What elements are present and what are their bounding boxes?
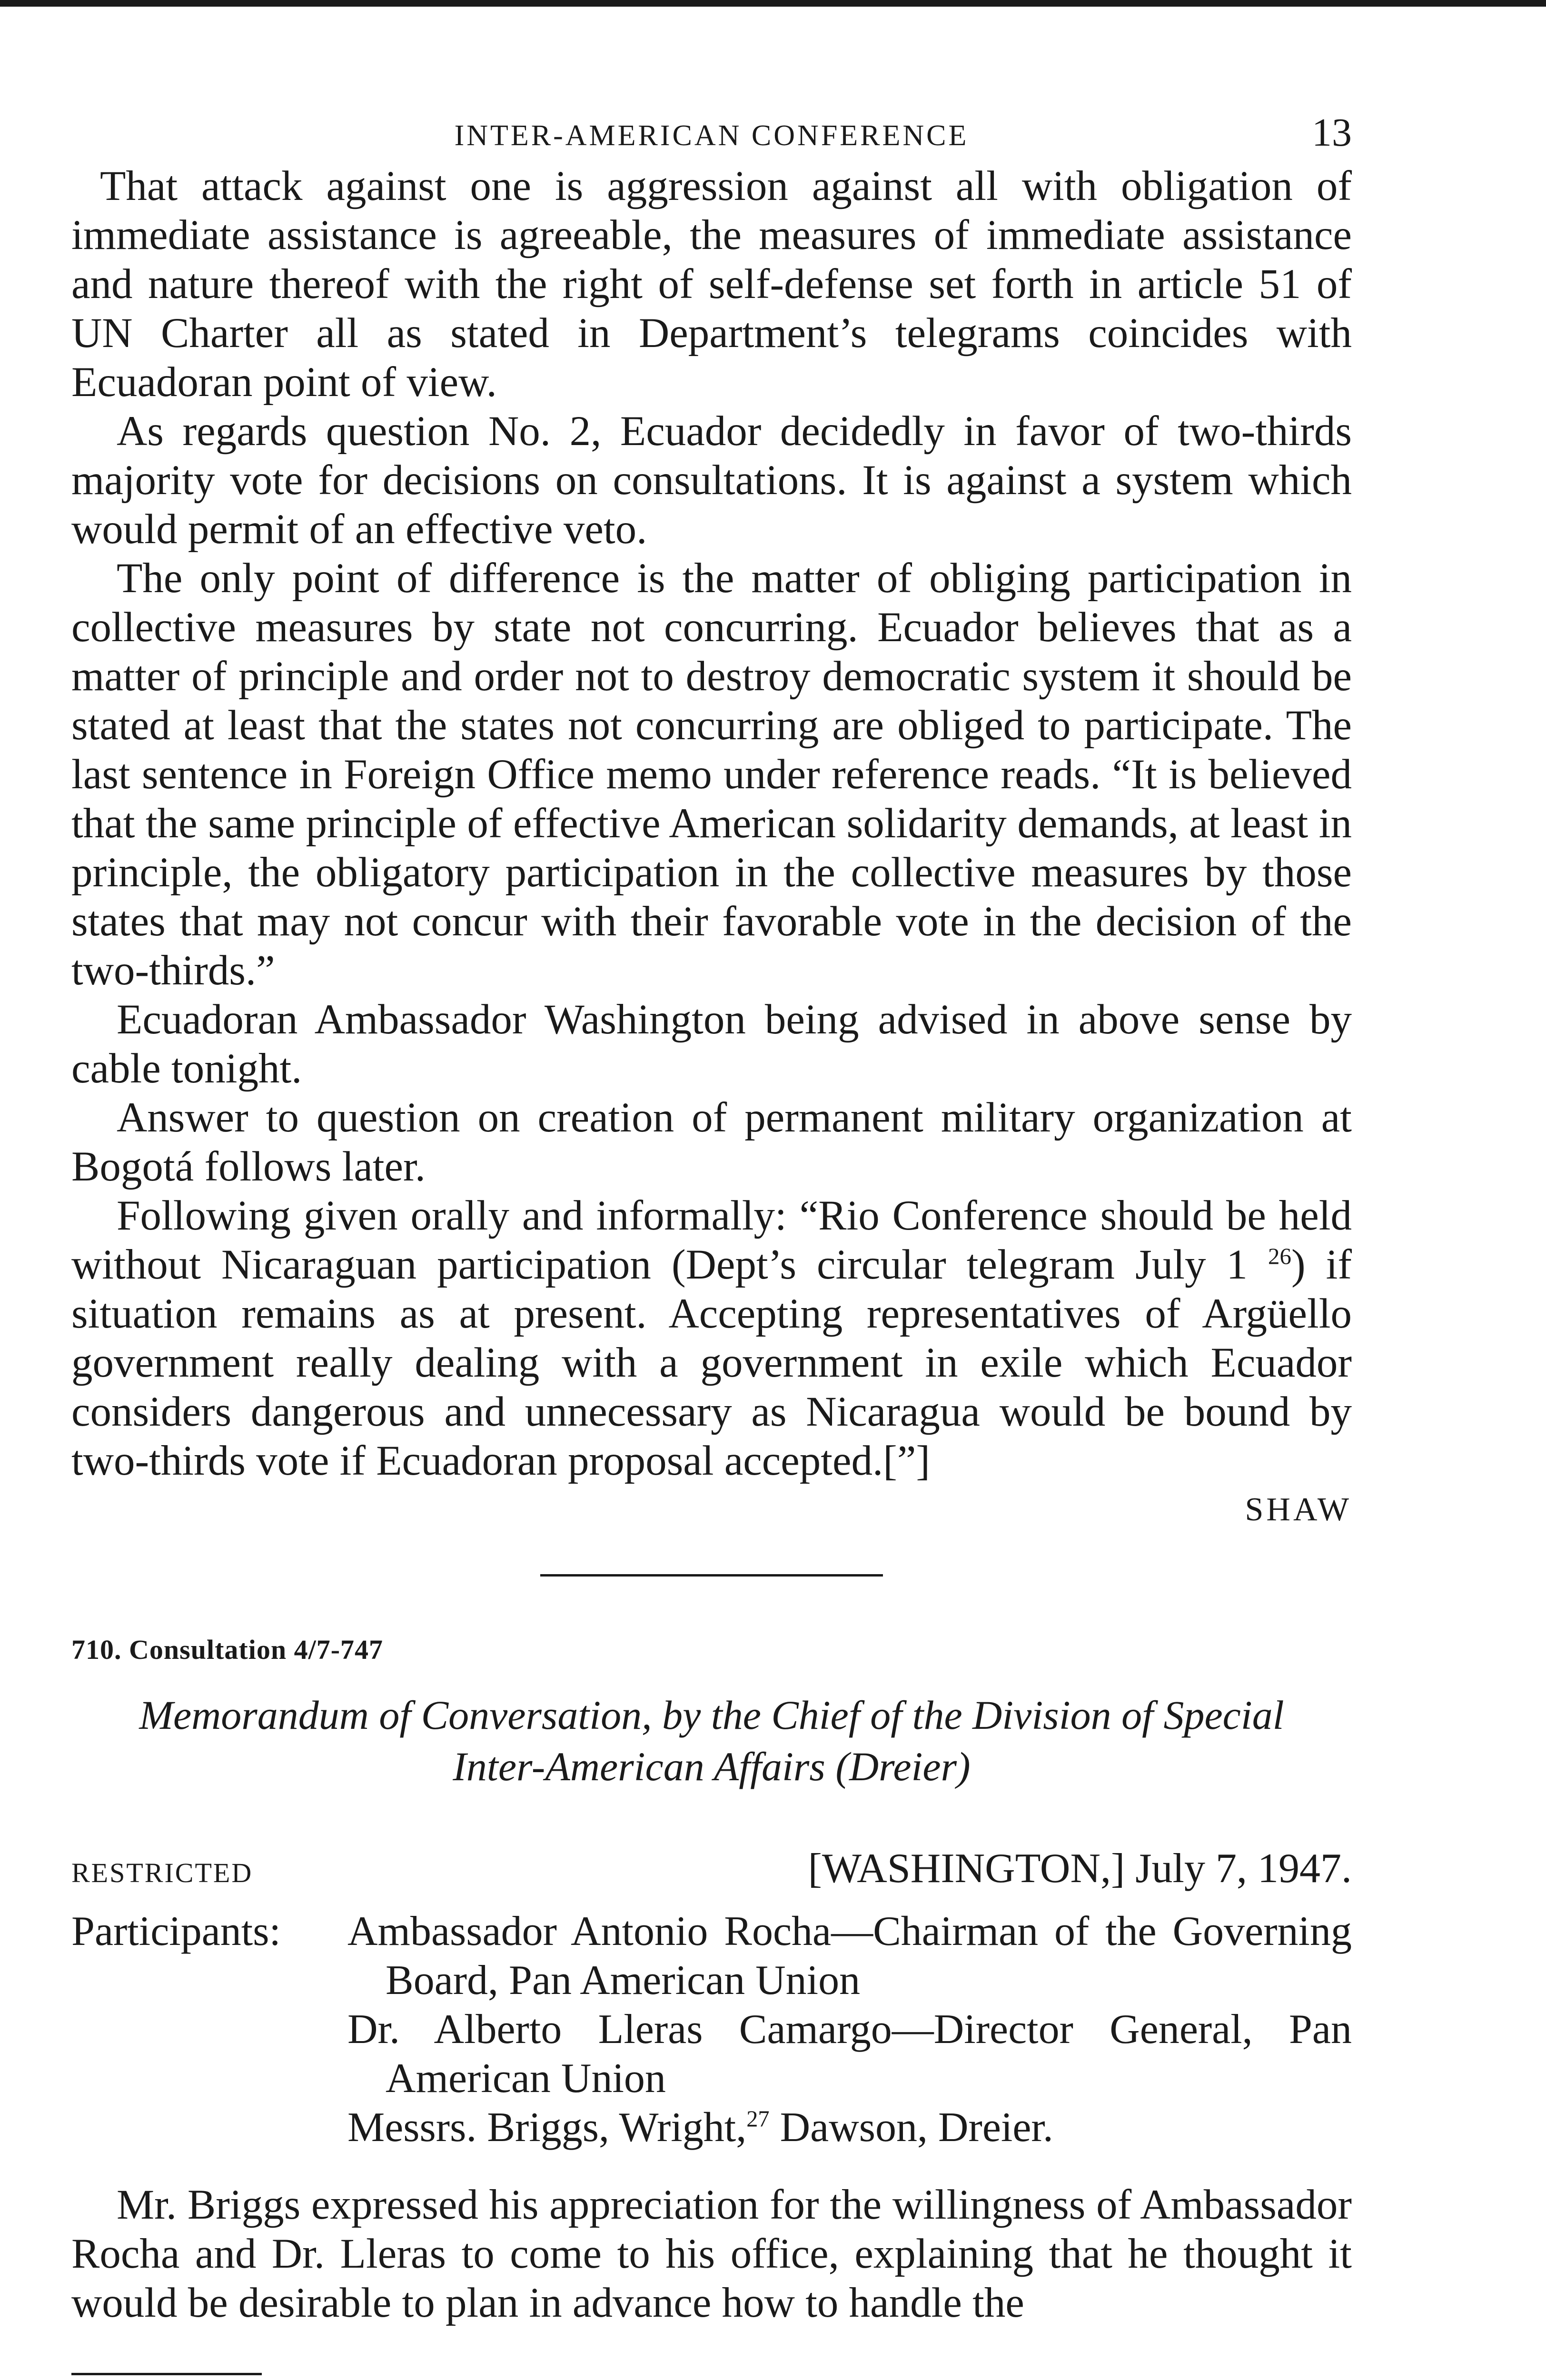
paragraph — [71, 1191, 1352, 1486]
dateline: [WASHINGTON,] July 7, 1947. — [808, 1845, 1352, 1892]
document-page — [71, 109, 1352, 2380]
participant-text: Messrs. Briggs, Wright, — [347, 2104, 747, 2151]
paragraph: Mr. Briggs expressed his appreciation for the willingness of Ambassador Rocha and Dr. Lleras to come to his office, explaining that he thought it would be desirable to plan in advance how to handle the — [71, 2182, 1352, 2326]
signature: SHAW — [1245, 1491, 1352, 1528]
paragraph: That attack against one is aggression against all with obligation of immediate assistance is agreeable, the measures of immediate assistance and nature thereof with the right of self-defense set forth in article 51 of UN Charter all as stated in Department’s telegrams coincides with Ecuadoran point of view. — [71, 163, 1352, 406]
participants-block — [71, 1907, 1352, 2152]
footnote-reference[interactable]: 27 — [746, 2106, 770, 2132]
section-divider — [540, 1574, 883, 1577]
document-title-line: Inter-American Affairs (Dreier) — [453, 1744, 971, 1789]
page-number: 13 — [1312, 110, 1352, 155]
paragraph-text: ) if situation remains as at present. Accepting representatives of Argüello government really dealing with a government in exile which Ecuador considers dangerous and unnecessary as Nicaragua would be bound by two-thirds vote if Ecuadoran proposal accepted.[”] — [71, 1241, 1352, 1484]
telegram-body — [71, 162, 1352, 1486]
page-top-border — [0, 0, 1546, 7]
document-title-line: Memorandum of Conversation, by the Chief of the Division of Special — [139, 1692, 1284, 1738]
footnote-divider — [71, 2373, 262, 2375]
classification-line — [71, 1844, 1352, 1893]
footnote-reference[interactable]: 26 — [1268, 1243, 1291, 1269]
memorandum-body — [71, 2181, 1352, 2328]
file-number: 710. Consultation 4/7-747 — [71, 1634, 384, 1665]
paragraph: Ecuadoran Ambassador Washington being advised in above sense by cable tonight. — [71, 996, 1352, 1092]
running-head — [71, 109, 1352, 162]
participant-entry: Ambassador Antonio Rocha—Chairman of the Governing Board, Pan American Union — [347, 1908, 1352, 2003]
paragraph: The only point of difference is the matter of obliging participation in collective measures by state not concurring. Ecuador believes that as a matter of principle and order not to destroy democratic system it should be stated at least that the states not concurring are obliged to participate. The last sentence in Foreign Office memo under reference reads. “It is believed that the same principle of effective American solidarity demands, at least in principle, the obligatory participation in the collective measures by those states that may not concur with their favorable vote in the decision of the two-thirds.” — [71, 555, 1352, 994]
participant-entry: Dr. Alberto Lleras Camargo—Director General, Pan American Union — [347, 2006, 1352, 2102]
participant-text: Dawson, Dreier. — [769, 2104, 1053, 2151]
participant-entry — [347, 2103, 1352, 2152]
paragraph: As regards question No. 2, Ecuador decidedly in favor of two-thirds majority vote for decisions on consultations. It is against a system which would permit of an effective veto. — [71, 408, 1352, 553]
paragraph-text: Following given orally and informally: “Rio Conference should be held without Nicaraguan participation (Dept’s circular telegram July 1 — [71, 1192, 1352, 1288]
running-title: INTER-AMERICAN CONFERENCE — [454, 119, 969, 152]
paragraph: Answer to question on creation of permanent military organization at Bogotá follows later. — [71, 1094, 1352, 1190]
document-title — [71, 1689, 1352, 1792]
classification-label: RESTRICTED — [71, 1857, 253, 1888]
participants-label: Participants: — [71, 1908, 281, 1954]
